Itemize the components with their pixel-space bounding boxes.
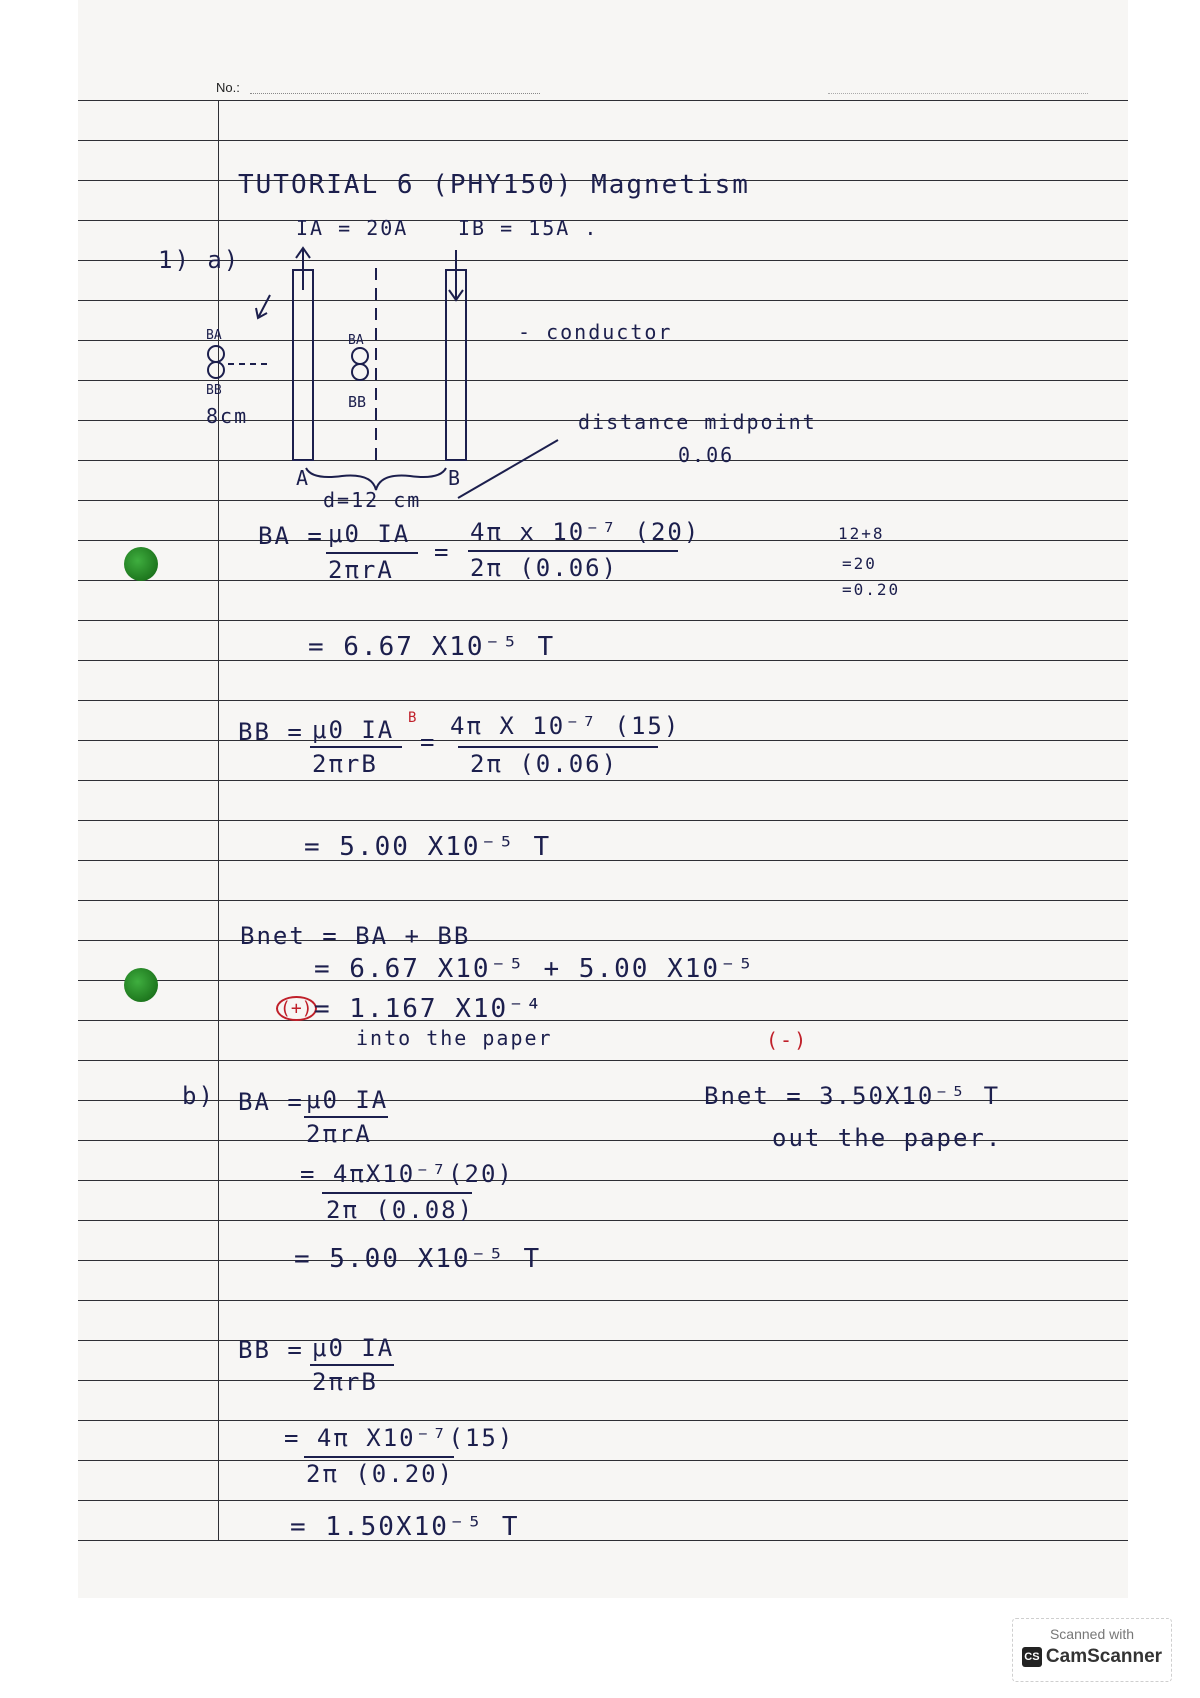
ba-sub-numerator: 4π x 10⁻⁷ (20): [470, 518, 701, 546]
ba-numerator: μ0 IA: [328, 520, 411, 548]
b-ba-sub-denominator: 2π (0.08): [326, 1196, 475, 1224]
b-ba-numerator: μ0 IA: [306, 1086, 389, 1114]
notebook-page: [78, 0, 1128, 1598]
bb-mid-label: BB: [348, 393, 367, 411]
ruled-line: [78, 1500, 1128, 1501]
field-symbol: [352, 348, 368, 364]
distance-brace: [306, 468, 446, 490]
left-distance: 8cm: [206, 404, 249, 428]
bb-correction: B: [408, 710, 419, 726]
ruled-line: [78, 780, 1128, 781]
ruled-line: [78, 1420, 1128, 1421]
ruled-line: [78, 900, 1128, 901]
ruled-line: [78, 1540, 1128, 1541]
ruled-line: [78, 1380, 1128, 1381]
tutorial-title: TUTORIAL 6 (PHY150) Magnetism: [238, 170, 750, 200]
ba-lhs: BA =: [258, 522, 324, 550]
bb-lhs: BB =: [238, 718, 304, 746]
ruled-line: [78, 1460, 1128, 1461]
page-number-label: No.:: [216, 80, 240, 95]
ba-result: = 6.67 X10⁻⁵ T: [308, 632, 556, 662]
b-bb-denominator: 2πrB: [312, 1368, 378, 1396]
side-calc-line: =20: [842, 554, 877, 573]
wire-b-label: B: [448, 466, 463, 490]
scanner-top-text: Scanned with: [1049, 1626, 1135, 1642]
bb-sub-numerator: 4π X 10⁻⁷ (15): [450, 712, 681, 740]
b-ba-denominator: 2πrA: [306, 1120, 372, 1148]
ruled-line: [78, 860, 1128, 861]
fraction-bar: [326, 552, 418, 554]
camscanner-icon: CS: [1022, 1647, 1042, 1667]
bnet-direction: into the paper: [356, 1026, 553, 1050]
wire-a-label: A: [296, 466, 311, 490]
sign-marker: (+): [276, 996, 317, 1021]
field-symbol: [208, 362, 224, 378]
ba-label: BA: [206, 328, 222, 343]
ba-mid-label: BA: [348, 333, 364, 348]
field-symbol: [208, 346, 224, 362]
equals-sign: =: [420, 728, 437, 756]
b-ba-result: = 5.00 X10⁻⁵ T: [294, 1244, 542, 1274]
bb-denominator: 2πrB: [312, 750, 378, 778]
conductor-note: - conductor: [518, 320, 673, 344]
bb-result: = 5.00 X10⁻⁵ T: [304, 832, 552, 862]
b-bb-lhs: BB =: [238, 1336, 304, 1364]
ba-sub-denominator: 2π (0.06): [470, 554, 619, 582]
bnet-substitution: = 6.67 X10⁻⁵ + 5.00 X10⁻⁵: [314, 954, 756, 984]
fraction-bar: [468, 550, 678, 552]
midpoint-value: 0.06: [678, 443, 735, 467]
distance-label: d=12 cm: [323, 488, 422, 512]
part-b-label: b): [182, 1082, 215, 1110]
b-bnet-result: Bnet = 3.50X10⁻⁵ T: [704, 1082, 1001, 1110]
fraction-bar: [322, 1192, 472, 1194]
ba-denominator: 2πrA: [328, 556, 394, 584]
b-bb-numerator: μ0 IA: [312, 1334, 395, 1362]
side-calc-line: 12+8: [838, 524, 885, 543]
ruled-line: [78, 1060, 1128, 1061]
b-bb-sub-denominator: 2π (0.20): [306, 1460, 455, 1488]
fraction-bar: [458, 746, 658, 748]
wire-a: [293, 270, 313, 460]
ruled-line: [78, 1300, 1128, 1301]
equals-sign: =: [434, 538, 451, 566]
bb-sub-denominator: 2π (0.06): [470, 750, 619, 778]
pointer-line: [458, 440, 558, 498]
ruled-line: [78, 740, 1128, 741]
ruled-line: [78, 820, 1128, 821]
current-b-label: IB = 15A .: [458, 216, 599, 240]
ruled-line: [78, 940, 1128, 941]
midpoint-note: distance midpoint: [578, 410, 817, 434]
ruled-line: [78, 620, 1128, 621]
wire-diagram: [78, 0, 1128, 560]
sign-note: (-): [766, 1028, 809, 1052]
bnet-result: = 1.167 X10⁻⁴: [314, 994, 544, 1024]
fraction-bar: [304, 1456, 454, 1458]
b-ba-lhs: BA =: [238, 1088, 304, 1116]
ruled-line: [78, 1340, 1128, 1341]
binder-hole: [124, 968, 158, 1002]
bnet-equation: Bnet = BA + BB: [240, 922, 471, 950]
ruled-line: [78, 1180, 1128, 1181]
fraction-bar: [304, 1116, 388, 1118]
question-number: 1) a): [158, 246, 241, 274]
ruled-line: [78, 1020, 1128, 1021]
bb-label: BB: [206, 383, 222, 398]
b-ba-sub-numerator: = 4πX10⁻⁷(20): [300, 1160, 514, 1188]
scanner-brand: CamScanner: [1045, 1646, 1163, 1667]
bb-numerator: μ0 IA: [312, 716, 395, 744]
b-bnet-direction: out the paper.: [772, 1124, 1003, 1152]
field-symbol: [352, 364, 368, 380]
ruled-line: [78, 1260, 1128, 1261]
current-a-label: IA = 20A: [296, 216, 409, 240]
b-bb-result: = 1.50X10⁻⁵ T: [290, 1512, 520, 1542]
ruled-line: [78, 700, 1128, 701]
ruled-line: [78, 1220, 1128, 1221]
b-bb-sub-numerator: = 4π X10⁻⁷(15): [284, 1424, 515, 1452]
ruled-line: [78, 660, 1128, 661]
fraction-bar: [310, 746, 402, 748]
camscanner-badge: [1012, 1618, 1172, 1682]
fraction-bar: [310, 1364, 394, 1366]
side-calc-line: =0.20: [842, 580, 901, 599]
